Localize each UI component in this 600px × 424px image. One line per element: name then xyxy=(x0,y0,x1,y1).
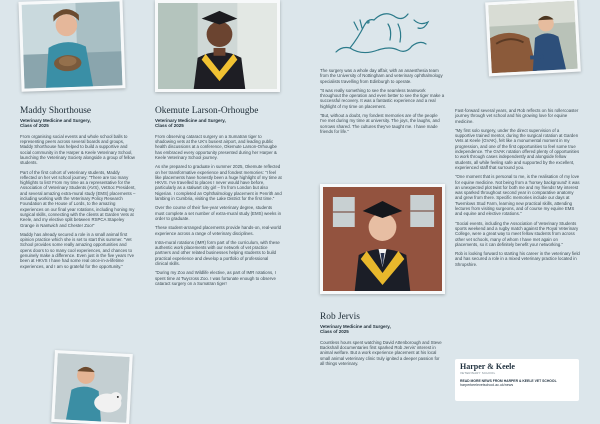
paragraph: Fast-forward several years, and Rob reflects on his rollercoaster journey through vet school and his growing love for equine medicine. xyxy=(455,108,579,124)
logo-title: Harper & Keele xyxy=(460,362,515,371)
paragraph: As she prepared to graduate in summer 2025, Okemute reflected on her transformative experience and fondest memories: "I feel like placements have honestly been a huge highlight of my time at HKVS. I've travelled to places I never would have before, particularly as a stalwart city girl – fm from London but also Nigerian. I completed an Ophthalmology placement in Penrith and lambing in Cumbria, visiting the Lake District for the first time." xyxy=(155,164,282,202)
paragraph: Countless hours spent watching David Attenborough and Steve Backshall documentaries first sparked Rob Jervis' interest in animal welfare. But a work experience placement at his local small animal veterinary clinic truly ignited a deeper passion for all things veterinary. xyxy=(320,339,442,366)
profile-role: Veterinary Medicine and Surgery, Class of 2025 xyxy=(320,324,391,335)
profile-name: Maddy Shorthouse xyxy=(20,106,92,116)
news-link[interactable]: harperkeelevetschool.ac.uk/news xyxy=(460,383,514,388)
logo-subtitle: VETERINARY SCHOOL xyxy=(460,371,496,375)
paragraph: These student-arranged placements provide hands-on, real-world experience across a range of veterinary disciplines. xyxy=(155,225,282,236)
paragraph: "My first solo surgery, under the direct supervision of a supportive trained mentor, during the surgical rotation at Garden Vets at Keele (GVAK), felt like a monumental moment in my progression, and one of the first opportunities to feel some true independence. The GVAK rotation offered plenty of opportunities to work through cases independently and alongside fellow students, all while feeling safe and supported by the excellent, experienced staff that surround you. xyxy=(455,127,580,170)
column-maddy xyxy=(20,106,137,273)
footer-logo-box xyxy=(455,359,579,401)
paragraph: "But, without a doubt, my fondest memories are of the people I've met during my time at university. The joys, the laughs, and sorrows shared. The cultures they've taught me. I have made friends for life." xyxy=(320,113,440,134)
paragraph: "During my Zoo and Wildlife elective, as part of IMR rotations, I spent time at Twycross Zoo. I was fortunate enough to observe cataract surgery on a Sumatran tiger! xyxy=(155,270,276,286)
paragraph: "It was really something to see the seamless teamwork throughout the operation and even better to see the tiger make a successful recovery. It was a fantastic experience and a real highlight of my time on placement. xyxy=(320,87,445,109)
okemute-photo xyxy=(155,0,280,92)
rob-graduate-photo xyxy=(320,184,445,294)
column-rob-continued xyxy=(455,108,580,271)
paragraph: From observing cataract surgery on a Sumatran tiger to shadowing vets at the UK's busiest airport, and leading public health discussions at a conference, Okemute Larson-Orhougbe has embraced every opportunity presented during her Harper & Keele Veterinary School journey. xyxy=(155,133,277,160)
paragraph: From organising social events and whole school balls to representing peers across several boards and groups, Maddy Shorthouse has helped to build a supportive and social community in the Harper & Keele Veterinary School, launching the Veterinary Society alongside a group of fellow students. xyxy=(20,133,135,166)
profile-role: Veterinary Medicine and Surgery, Class of 2025 xyxy=(20,118,91,129)
paragraph: The surgery was a whole day affair, with an anaesthesia team from the University of Nottingham and veterinary ophthalmology specialists travelling from Edinburgh to operate. xyxy=(320,68,443,84)
profile-role: Veterinary Medicine and Surgery, Class of 2025 xyxy=(155,118,226,129)
paragraph: Over the course of their five-year veterinary degree, students must complete a set number of extra-mural study (EMS) weeks in order to graduate. xyxy=(155,205,282,221)
maddy-photo xyxy=(18,0,125,92)
paragraph: "Social events, including the Association of Veterinary Students sports weekend and a rugby match against the Royal Veterinary College, were a great way to meet fellow students from across other vet schools, many of whom I have met again on placements, so it can definitely benefit your networking." xyxy=(455,220,579,247)
column-okemute xyxy=(155,106,282,290)
column-rob xyxy=(320,312,445,370)
rob-horse-photo xyxy=(485,0,581,76)
column-continuation xyxy=(320,68,445,138)
profile-name: Rob Jervis xyxy=(320,312,360,322)
maddy-animal-photo xyxy=(51,350,133,424)
profile-name: Okemute Larson-Orhougbe xyxy=(155,106,259,116)
read-more-text: READ MORE NEWS FROM HARPER & KEELE VET SCHOOL xyxy=(460,379,557,383)
paragraph: Intra-mural rotations (IMR) form part of the curriculum, with these authentic work placements with our network of vet practice partners and other related businesses helping students to build practical experience and develop a portfolio of professional clinical skills. xyxy=(155,239,280,267)
paragraph: "One moment that is personal to me, is the realisation of my love for equine medicine. Not being from a 'horsey background' it was an unexpected plot twist for both me and my friends! My interest was sparked throughout second year in comparative anatomy and grew from there. Specific memories include our days at Twemlows Stud Farm, learning new practical skills, attending lectures from visiting surgeons, and of course my equine EMS and equine and elective rotations." xyxy=(455,174,580,217)
paragraph: Rob is looking forward to starting his career in the veterinary field and has secured a role in a mixed veterinary practice located in Shropshire. xyxy=(455,251,580,267)
paragraph: Part of the first cohort of veterinary students, Maddy reflected on her vet school journey: "There are too many highlights to list! From my time as a representative for the Association of Veterinary Students (AVS), VetSoc President, and several amazing extra-mural study (EMS) placements – including working with the Veterinary Policy Research Foundation at the House of Lords, to the amazing experiences on our final year rotations, including honing my surgical skills, connecting with the clients at Garden Vets at Keele, and my elective split between RSPCA Stapeley Grange in Nantwich and Chester Zoo!" xyxy=(20,169,136,228)
paragraph: Maddy has already secured a role in a small animal first opinion practice which she is set to start this summer. "Vet School provides some really amazing opportunities and opens doors to so many cool experiences, and chances to genuinely make a difference. Even just in the five years I've been at HKVS I have had some real once-in-a-lifetime experiences, and I am so grateful for the opportunity." xyxy=(20,231,134,269)
horse-illustration xyxy=(328,0,436,64)
